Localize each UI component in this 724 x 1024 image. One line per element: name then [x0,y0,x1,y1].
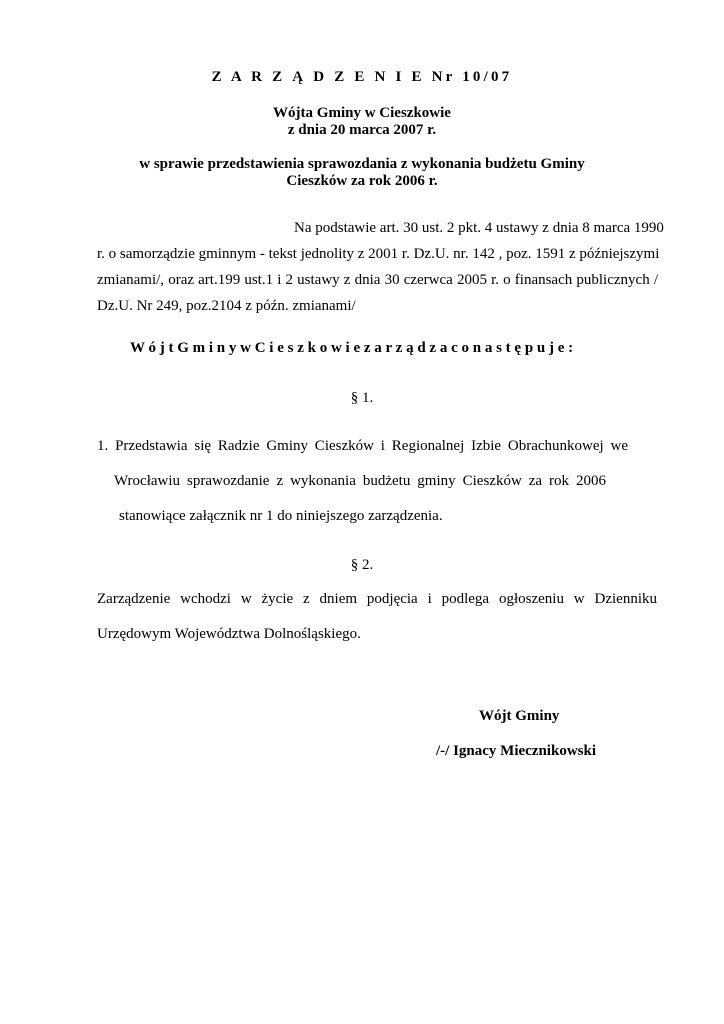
decree-line: W ó j t G m i n y w C i e s z k o w i e z a r z ą d z a c o n a s t ę p u j e : [130,340,574,356]
preamble-line-1: Na podstawie art. 30 ust. 2 pkt. 4 ustawy z dnia 8 marca 1990 [294,220,664,236]
section-1-heading: § 1. [350,390,374,406]
section-1-item-line-1: 1. Przedstawia się Radzie Gminy Cieszków i Regionalnej Izbie Obrachunkowej we [97,438,628,454]
section-1-item-line-3: stanowiące załącznik nr 1 do niniejszego zarządzenia. [119,508,443,524]
subject-line-1: w sprawie przedstawienia sprawozdania z wykonania budżetu Gminy [139,156,585,172]
preamble-line-3: zmianami/, oraz art.199 ust.1 i 2 ustawy z dnia 30 czerwca 2005 r. o finansach publicznych / [97,272,658,288]
signature-name: /-/ Ignacy Miecznikowski [436,743,596,759]
section-2-heading: § 2. [350,557,374,573]
preamble-line-2: r. o samorządzie gminnym - tekst jednolity z 2001 r. Dz.U. nr. 142 , poz. 1591 z późniejszymi [97,246,660,262]
signature-role: Wójt Gminy [479,708,560,724]
issuer-line: Wójta Gminy w Cieszkowie [273,105,451,121]
subject-line-2: Cieszków za rok 2006 r. [286,173,438,189]
document-title: Z A R Z Ą D Z E N I E Nr 10/07 [211,69,513,85]
date-line: z dnia 20 marca 2007 r. [287,122,437,138]
section-2-line-1: Zarządzenie wchodzi w życie z dniem podjęcia i podlega ogłoszeniu w Dzienniku [97,591,657,607]
section-1-item-line-2: Wrocławiu sprawozdanie z wykonania budżetu gminy Cieszków za rok 2006 [114,473,606,489]
section-2-line-2: Urzędowym Województwa Dolnośląskiego. [97,626,361,642]
preamble-line-4: Dz.U. Nr 249, poz.2104 z późn. zmianami/ [97,298,356,314]
